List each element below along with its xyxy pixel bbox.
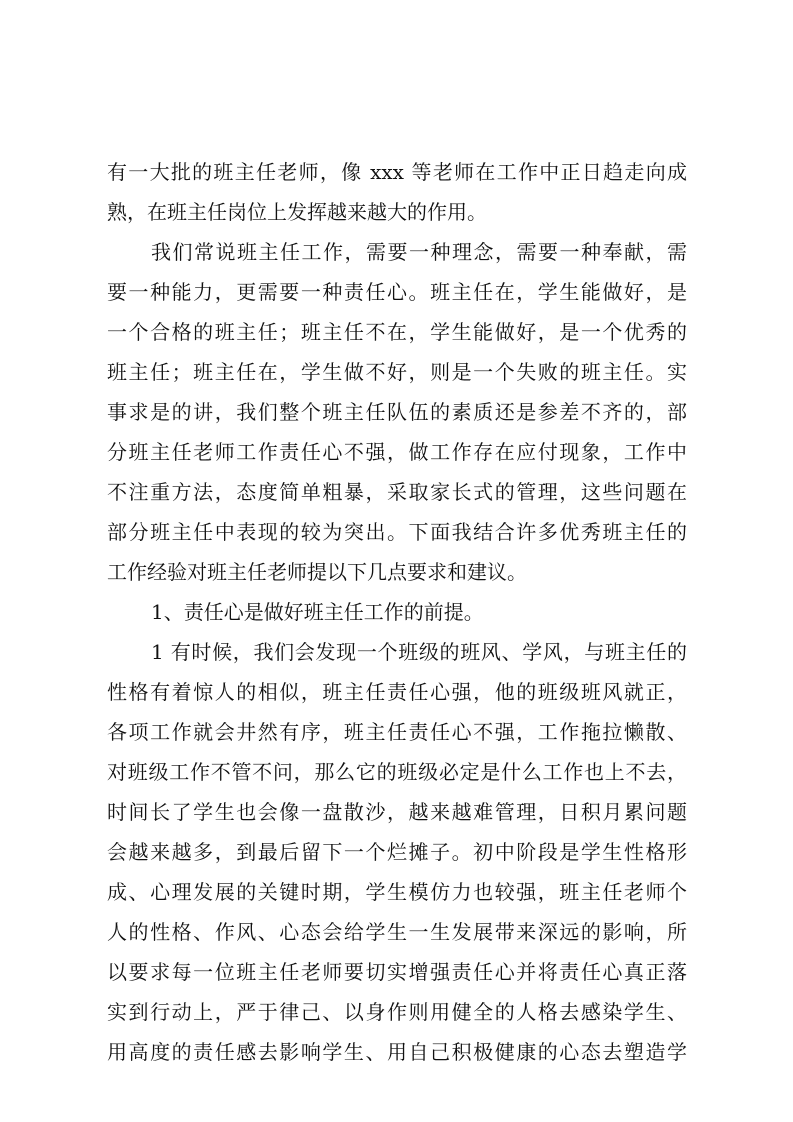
- text-line: 熟，在班主任岗位上发挥越来越大的作用。: [107, 200, 487, 224]
- text-line: 以要求每一位班主任老师要切实增强责任心并将责任心真正落: [107, 960, 687, 984]
- text-line: 我们常说班主任工作，需要一种理念，需要一种奉献，需: [151, 240, 687, 264]
- text-line: 时间长了学生也会像一盘散沙，越来越难管理，日积月累问题: [107, 800, 687, 824]
- text-line: 实到行动上，严于律己、以身作则用健全的人格去感染学生、: [107, 1000, 687, 1024]
- text-line: 用高度的责任感去影响学生、用自己积极健康的心态去塑造学: [107, 1040, 687, 1064]
- text-line: 部分班主任中表现的较为突出。下面我结合许多优秀班主任的: [107, 520, 687, 544]
- paragraph: [107, 592, 687, 632]
- text-line: 性格有着惊人的相似，班主任责任心强，他的班级班风就正，: [107, 680, 687, 704]
- paragraph: [107, 232, 687, 592]
- text-line: 有一大批的班主任老师，像 xxx 等老师在工作中正日趋走向成: [107, 160, 687, 184]
- text-line: 人的性格、作风、心态会给学生一生发展带来深远的影响，所: [107, 920, 687, 944]
- text-line: 1、责任心是做好班主任工作的前提。: [151, 600, 484, 624]
- text-line: 不注重方法，态度简单粗暴，采取家长式的管理，这些问题在: [107, 480, 687, 504]
- text-line: 1 有时候，我们会发现一个班级的班风、学风，与班主任的: [151, 640, 687, 664]
- text-line: 事求是的讲，我们整个班主任队伍的素质还是参差不齐的，部: [107, 400, 687, 424]
- paragraph: [107, 152, 687, 232]
- text-line: 会越来越多，到最后留下一个烂摊子。初中阶段是学生性格形: [107, 840, 687, 864]
- document-body: [107, 152, 687, 1072]
- text-line: 成、心理发展的关键时期，学生模仿力也较强，班主任老师个: [107, 880, 687, 904]
- text-line: 分班主任老师工作责任心不强，做工作存在应付现象，工作中: [107, 440, 687, 464]
- paragraph: [107, 632, 687, 1072]
- text-line: 对班级工作不管不问，那么它的班级必定是什么工作也上不去，: [107, 760, 687, 784]
- text-line: 工作经验对班主任老师提以下几点要求和建议。: [107, 560, 527, 584]
- text-line: 要一种能力，更需要一种责任心。班主任在，学生能做好，是: [107, 280, 687, 304]
- text-line: 班主任；班主任在，学生做不好，则是一个失败的班主任。实: [107, 360, 687, 384]
- text-line: 各项工作就会井然有序，班主任责任心不强，工作拖拉懒散、: [107, 720, 687, 744]
- text-line: 一个合格的班主任；班主任不在，学生能做好，是一个优秀的: [107, 320, 687, 344]
